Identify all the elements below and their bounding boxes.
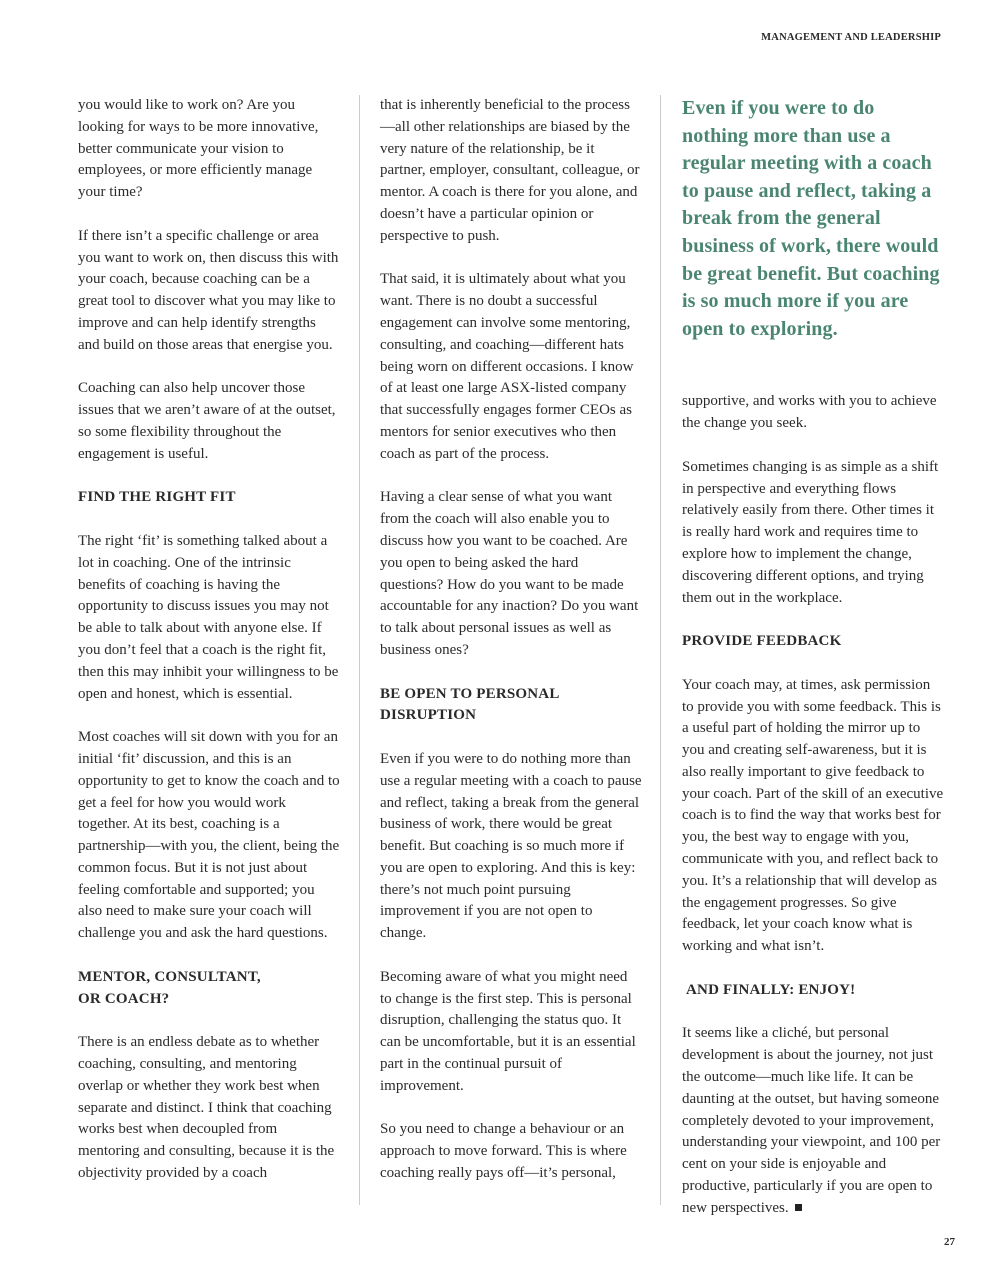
paragraph: that is inherently beneficial to the process—all other relationships are biased by the very nature of the relationship, be it partner, employer, consultant, colleague, or mentor. A coach is there for you alone, and doesn’t have a particular opinion or perspective to push. xyxy=(380,97,640,244)
section-heading: FIND THE RIGHT FIT xyxy=(78,489,236,506)
section-heading: BE OPEN TO PERSONAL DISRUPTION xyxy=(380,685,559,724)
paragraph-final xyxy=(682,1023,944,1219)
paragraph: Most coaches will sit down with you for an initial ‘fit’ discussion, and this is an opportunity to get to know the coach and to get a feel for how you would work together. At its best, coaching is a partnership—with you, the client, being the common focus. But it is not just about feeling comfortable and supported; you also need to make sure your coach will challenge you and ask the hard questions. xyxy=(78,729,340,942)
paragraph: If there isn’t a specific challenge or area you want to work on, then discuss this with your coach, because coaching can be a great tool to discover what you may like to improve and can help identify strengths and build on those areas that energise you. xyxy=(78,227,339,353)
article-column-1 xyxy=(78,95,340,1207)
section-heading: MENTOR, CONSULTANT, OR COACH? xyxy=(78,968,261,1007)
section-header: MANAGEMENT AND LEADERSHIP xyxy=(761,32,941,43)
paragraph: Having a clear sense of what you want from the coach will also enable you to discuss how you want to be coached. Are you open to being asked the hard questions? How do you want to be made accountable for any inaction? Do you want to talk about personal issues as well as business ones? xyxy=(380,489,639,658)
paragraph: you would like to work on? Are you looking for ways to be more innovative, better communicate your vision to employees, or more efficiently manage your time? xyxy=(78,97,319,201)
paragraph: Becoming aware of what you might need to change is the first step. This is personal disruption, challenging the status quo. It can be uncomfortable, but it is an essential part in the continual pursuit of improvement. xyxy=(380,968,636,1094)
paragraph: Sometimes changing is as simple as a shift in perspective and everything flows relatively easily from there. Other times it is really hard work and requires time to explore how to implement the change, discovering different options, and trying them out in the workplace. xyxy=(682,458,939,606)
paragraph: supportive, and works with you to achieve the change you seek. xyxy=(682,393,937,432)
paragraph: Coaching can also help uncover those issues that we aren’t aware of at the outset, so some flexibility throughout the engagement is useful. xyxy=(78,380,336,462)
column-divider xyxy=(660,95,661,1205)
paragraph: Your coach may, at times, ask permission to provide you with some feedback. This is a useful part of holding the mirror up to you and creating self-awareness, but it is also really important to give feedback to your coach. Part of the skill of an executive coach is to find the way that works best for you, the best way to engage with you, communicate with you, and reflect back to you. It’s a relationship that will develop as the engagement progresses. So give feedback, let your coach know what is working and what isn’t. xyxy=(682,676,944,955)
page-number: 27 xyxy=(944,1236,955,1248)
paragraph: That said, it is ultimately about what you want. There is no doubt a successful engagement can involve some mentoring, consulting, and coaching—different hats being worn on different occasions. I know of at least one large ASX-listed company that successfully engages former CEOs as mentors for senior executives who then coach as part of the process. xyxy=(380,271,634,462)
section-heading: PROVIDE FEEDBACK xyxy=(682,633,842,650)
end-mark-icon xyxy=(795,1204,802,1211)
article-column-3 xyxy=(682,95,944,1241)
paragraph-text: It seems like a cliché, but personal development is about the journey, not just the outcome—much like life. It can be daunting at the outset, but having someone completely devoted to your improvement, understanding your viewpoint, and 100 per cent on your side is enjoyable and productive, particularly if you are open to new perspectives. xyxy=(682,1025,941,1216)
pull-quote: Even if you were to do nothing more than use a regular meeting with a coach to pause and reflect, taking a break from the general business of work, there would be great benefit. But coaching is so much more if you are open to exploring. xyxy=(682,97,940,340)
paragraph: The right ‘fit’ is something talked about a lot in coaching. One of the intrinsic benefits of coaching is having the opportunity to discuss issues you may not be able to talk about with anyone else. If you don’t feel that a coach is the right fit, then this may inhibit your willingness to be open and honest, which is essential. xyxy=(78,532,339,702)
paragraph: Even if you were to do nothing more than use a regular meeting with a coach to pause and reflect, taking a break from the general business of work, there would be great benefit. But coaching is so much more if you are open to exploring. And this is key: there’s not much point pursuing improvement if you are not open to change. xyxy=(380,750,642,942)
paragraph: So you need to change a behaviour or an approach to move forward. This is where coaching really pays off—it’s personal, xyxy=(380,1121,627,1182)
article-column-2 xyxy=(380,95,642,1207)
section-heading: AND FINALLY: ENJOY! xyxy=(686,981,856,998)
paragraph: There is an endless debate as to whether coaching, consulting, and mentoring overlap or whether they work best when separate and distinct. I think that coaching works best when decoupled from mentoring and consulting, because it is the objectivity provided by a coach xyxy=(78,1034,335,1182)
column-divider xyxy=(359,95,360,1205)
